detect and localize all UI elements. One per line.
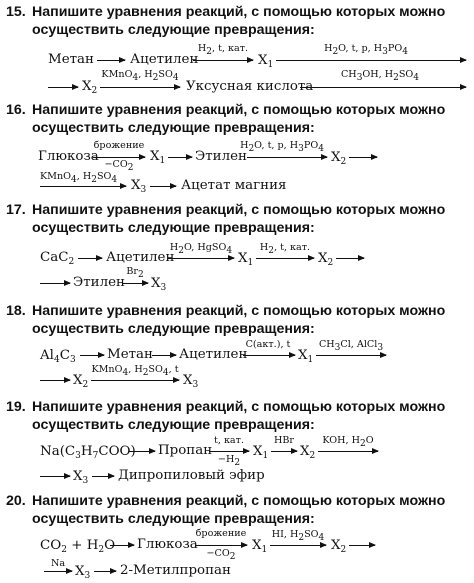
chain-item: Глюкоза <box>137 537 198 552</box>
chain-item: $X_3$ <box>131 178 147 195</box>
reaction-arrow <box>152 355 176 356</box>
reaction-arrow <box>270 545 326 546</box>
task-number: 19. <box>6 399 26 415</box>
chain-item: Этилен <box>195 149 247 164</box>
reaction-arrow <box>276 60 466 61</box>
task-prompt-line1: Напишите уравнения реакций, с помощью которых можно <box>32 303 446 319</box>
reaction-condition: $CH_3OH$, $H_2SO_4$ <box>340 69 420 83</box>
chain-item: Уксусная кислота <box>186 79 314 94</box>
reaction-arrow <box>247 157 327 158</box>
reaction-arrow <box>349 157 377 158</box>
chain-item: $X_3$ <box>183 373 199 390</box>
reaction-condition: HBr <box>273 435 294 446</box>
task-prompt-line1: Напишите уравнения реакций, с помощью которых можно <box>32 4 446 20</box>
reaction-arrow <box>110 545 134 546</box>
chain-item: $X_2$ <box>331 150 347 167</box>
task-19-heading <box>6 399 445 416</box>
task-prompt-line1: Напишите уравнения реакций, с помощью которых можно <box>32 493 446 509</box>
task-18-prompt-line2: осуществить следующие превращения: <box>32 321 315 337</box>
task-17-prompt-line2: осуществить следующие превращения: <box>32 220 315 236</box>
task-prompt-line1: Напишите уравнения реакций, с помощью которых можно <box>32 102 446 118</box>
task-15-prompt-line2: осуществить следующие превращения: <box>32 22 315 38</box>
reaction-arrow <box>318 451 378 452</box>
reaction-arrow <box>195 545 247 546</box>
task-number: 15. <box>6 4 26 20</box>
task-20-prompt-line2: осуществить следующие превращения: <box>32 511 315 527</box>
chain-item: $Na(C_3H_7COO)$ <box>40 444 136 461</box>
reaction-arrow <box>94 571 116 572</box>
task-number: 20. <box>6 493 26 509</box>
chain-item: $X_2$ <box>300 444 316 461</box>
chain-item: $X_2$ <box>73 373 89 390</box>
reaction-condition: $H_2O$, t, p, $H_3PO_4$ <box>240 140 324 154</box>
chain-item: Этилен <box>73 275 125 290</box>
reaction-condition: $-H_2$ <box>217 454 241 468</box>
reaction-arrow <box>168 157 192 158</box>
chain-item: Метан <box>107 347 153 362</box>
reaction-arrow <box>209 451 249 452</box>
chain-item: Ацетилен <box>106 250 175 265</box>
task-18-heading <box>6 303 445 320</box>
reaction-arrow <box>316 355 386 356</box>
chain-item: $X_3$ <box>73 469 89 486</box>
reaction-condition: KOH, $H_2O$ <box>322 435 374 449</box>
reaction-arrow <box>300 87 466 88</box>
chain-item: Метан <box>48 52 94 67</box>
reaction-condition: брожение <box>93 140 145 151</box>
reaction-arrow <box>40 283 70 284</box>
chain-item: 2-Метилпропан <box>120 563 231 578</box>
chain-item: $X_1$ <box>238 251 254 268</box>
chain-item: Глюкоза <box>38 149 99 164</box>
reaction-arrow <box>193 60 253 61</box>
chain-item: $X_2$ <box>331 538 347 555</box>
chain-item: $X_3$ <box>151 276 167 293</box>
reaction-arrow <box>129 451 155 452</box>
task-15-heading <box>6 4 445 21</box>
task-16-heading <box>6 102 445 119</box>
reaction-arrow <box>78 258 102 259</box>
reaction-condition: $H_2$, t, кат. <box>197 43 249 57</box>
reaction-arrow <box>97 60 125 61</box>
chain-item: Ацетилен <box>179 347 248 362</box>
reaction-condition: t, кат. <box>213 435 245 446</box>
reaction-condition: KMnO$_4$, $H_2SO_4$ <box>101 69 179 83</box>
chain-item: $X_1$ <box>150 149 166 166</box>
reaction-arrow <box>243 355 295 356</box>
task-number: 18. <box>6 303 26 319</box>
reaction-condition: $CH_3Cl$, AlCl$_3$ <box>318 339 384 353</box>
reaction-arrow <box>40 476 70 477</box>
chain-item: Пропан <box>158 443 213 458</box>
task-prompt-line1: Напишите уравнения реакций, с помощью которых можно <box>32 202 446 218</box>
task-16-prompt-line2: осуществить следующие превращения: <box>32 120 315 136</box>
reaction-condition: $H_2$, t, кат. <box>259 242 311 256</box>
chain-item: $X_1$ <box>298 348 314 365</box>
reaction-condition: $H_2O$, t, p, $H_3PO_4$ <box>324 43 408 57</box>
chain-item: $CO_2 + H_2O$ <box>40 538 116 555</box>
chain-item: $X_2$ <box>82 79 98 96</box>
reaction-arrow <box>122 283 148 284</box>
reaction-condition: брожение <box>195 528 247 539</box>
reaction-arrow <box>256 258 314 259</box>
task-17-heading <box>6 202 445 219</box>
chain-item: $X_3$ <box>75 564 91 581</box>
reaction-arrow <box>168 258 234 259</box>
reaction-condition: KMnO$_4$, $H_2SO_4$, t <box>91 364 179 378</box>
reaction-condition: HI, $H_2SO_4$ <box>271 529 325 543</box>
chain-item: CaC$_2$ <box>40 250 75 267</box>
reaction-arrow <box>91 380 179 381</box>
reaction-condition: C(акт.), t <box>245 339 291 350</box>
reaction-condition: $-CO_2$ <box>206 548 236 562</box>
reaction-arrow <box>44 571 72 572</box>
chain-item: Дипропиловый эфир <box>118 468 265 483</box>
task-number: 16. <box>6 102 26 118</box>
task-prompt-line1: Напишите уравнения реакций, с помощью которых можно <box>32 399 446 415</box>
reaction-arrow <box>93 157 145 158</box>
reaction-condition: $-CO_2$ <box>104 159 134 173</box>
task-20-heading <box>6 493 445 510</box>
task-number: 17. <box>6 202 26 218</box>
reaction-arrow <box>100 87 180 88</box>
reaction-arrow <box>40 380 70 381</box>
reaction-condition: KMnO$_4$, $H_2SO_4$ <box>40 171 118 185</box>
chain-item: $X_1$ <box>253 444 269 461</box>
reaction-arrow <box>349 545 375 546</box>
reaction-arrow <box>271 451 297 452</box>
reaction-condition: Na <box>50 558 66 569</box>
reaction-condition: $H_2O$, HgSO$_4$ <box>169 242 233 256</box>
chain-item: $X_1$ <box>258 53 274 70</box>
chain-item: Ацетилен <box>130 52 199 67</box>
reaction-arrow <box>336 258 364 259</box>
chain-item: $X_1$ <box>252 538 268 555</box>
chain-item: $X_2$ <box>318 251 334 268</box>
reaction-arrow <box>92 476 114 477</box>
task-19-prompt-line2: осуществить следующие превращения: <box>32 417 315 433</box>
reaction-condition: $Br_2$ <box>126 266 144 280</box>
reaction-arrow <box>80 355 104 356</box>
reaction-arrow <box>48 87 78 88</box>
reaction-arrow <box>150 186 176 187</box>
chain-item: $Al_4C_3$ <box>40 348 76 365</box>
reaction-arrow <box>40 186 126 187</box>
chain-item: Ацетат магния <box>181 178 287 193</box>
